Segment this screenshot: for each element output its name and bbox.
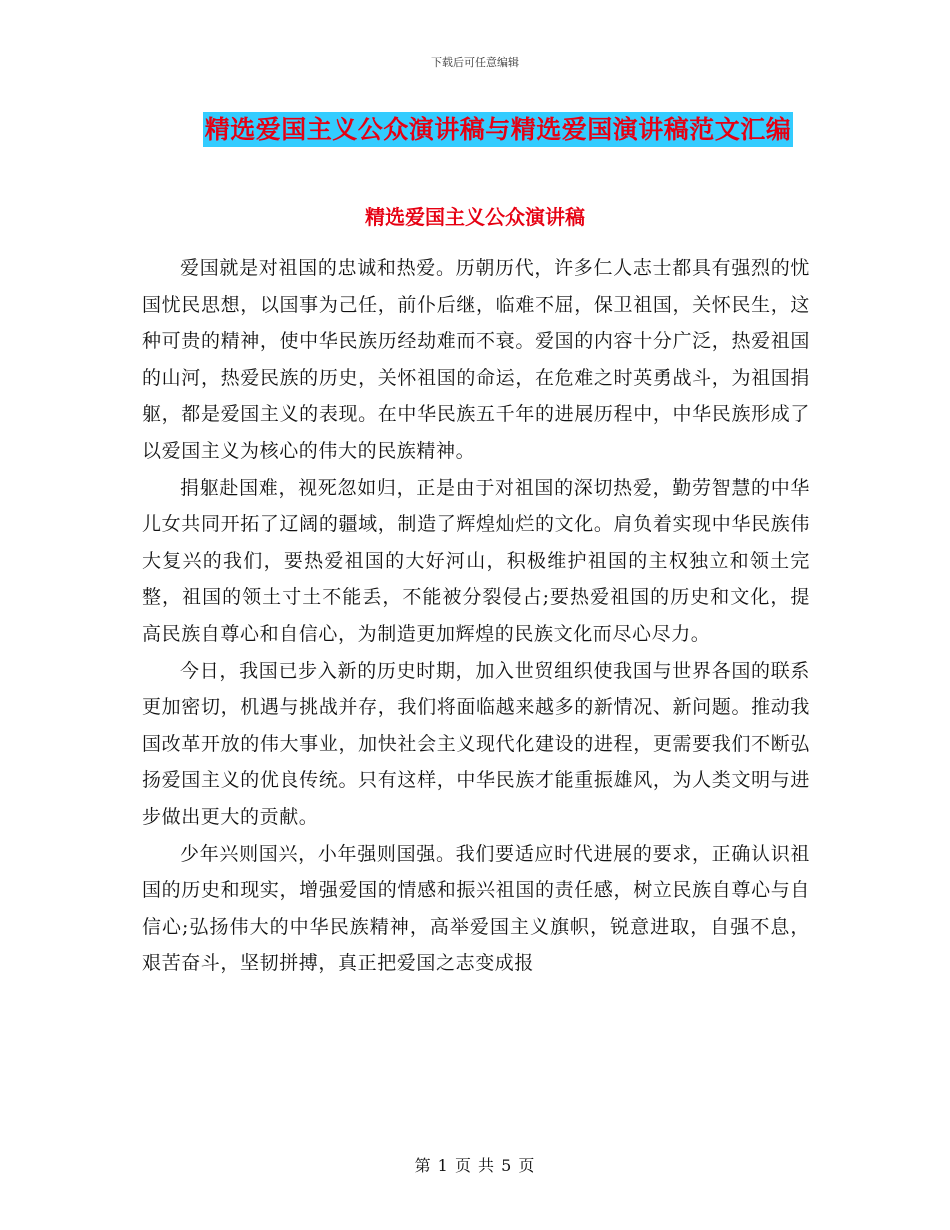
document-body — [142, 250, 810, 982]
paragraph: 捐躯赴国难，视死忽如归，正是由于对祖国的深切热爱，勤劳智慧的中华儿女共同开拓了辽阔的疆域，制造了辉煌灿烂的文化。肩负着实现中华民族伟大复兴的我们，要热爱祖国的大好河山，积极维护祖国的主权独立和领土完整，祖国的领土寸土不能丢，不能被分裂侵占;要热爱祖国的历史和文化，提高民族自尊心和自信心，为制造更加辉煌的民族文化而尽心尽力。 — [142, 476, 810, 645]
paragraph: 少年兴则国兴，小年强则国强。我们要适应时代进展的要求，正确认识祖国的历史和现实，增强爱国的情感和振兴祖国的责任感，树立民族自尊心与自信心;弘扬伟大的中华民族精神，高举爱国主义旗帜，锐意进取，自强不息，艰苦奋斗，坚韧拼搏，真正把爱国之志变成报 — [142, 842, 810, 975]
document-title: 精选爱国主义公众演讲稿与精选爱国演讲稿范文汇编 — [203, 112, 794, 147]
paragraph: 爱国就是对祖国的忠诚和热爱。历朝历代，许多仁人志士都具有强烈的忧国忧民思想，以国事为己任，前仆后继，临难不屈，保卫祖国，关怀民生，这种可贵的精神，使中华民族历经劫难而不衰。爱国的内容十分广泛，热爱祖国的山河，热爱民族的历史，关怀祖国的命运，在危难之时英勇战斗，为祖国捐躯，都是爱国主义的表现。在中华民族五千年的进展历程中，中华民族形成了以爱国主义为核心的伟大的民族精神。 — [142, 257, 810, 462]
document-title-container — [0, 112, 950, 147]
paragraph: 今日，我国已步入新的历史时期，加入世贸组织使我国与世界各国的联系更加密切，机遇与挑战并存，我们将面临越来越多的新情况、新问题。推动我国改革开放的伟大事业，加快社会主义现代化建设的进程，更需要我们不断弘扬爱国主义的优良传统。只有这样，中华民族才能重振雄风，为人类文明与进步做出更大的贡献。 — [142, 659, 810, 828]
page-header-note: 下载后可任意编辑 — [431, 56, 519, 69]
section-title: 精选爱国主义公众演讲稿 — [365, 205, 585, 229]
page-number-footer: 第 1 页 共 5 页 — [414, 1156, 536, 1175]
